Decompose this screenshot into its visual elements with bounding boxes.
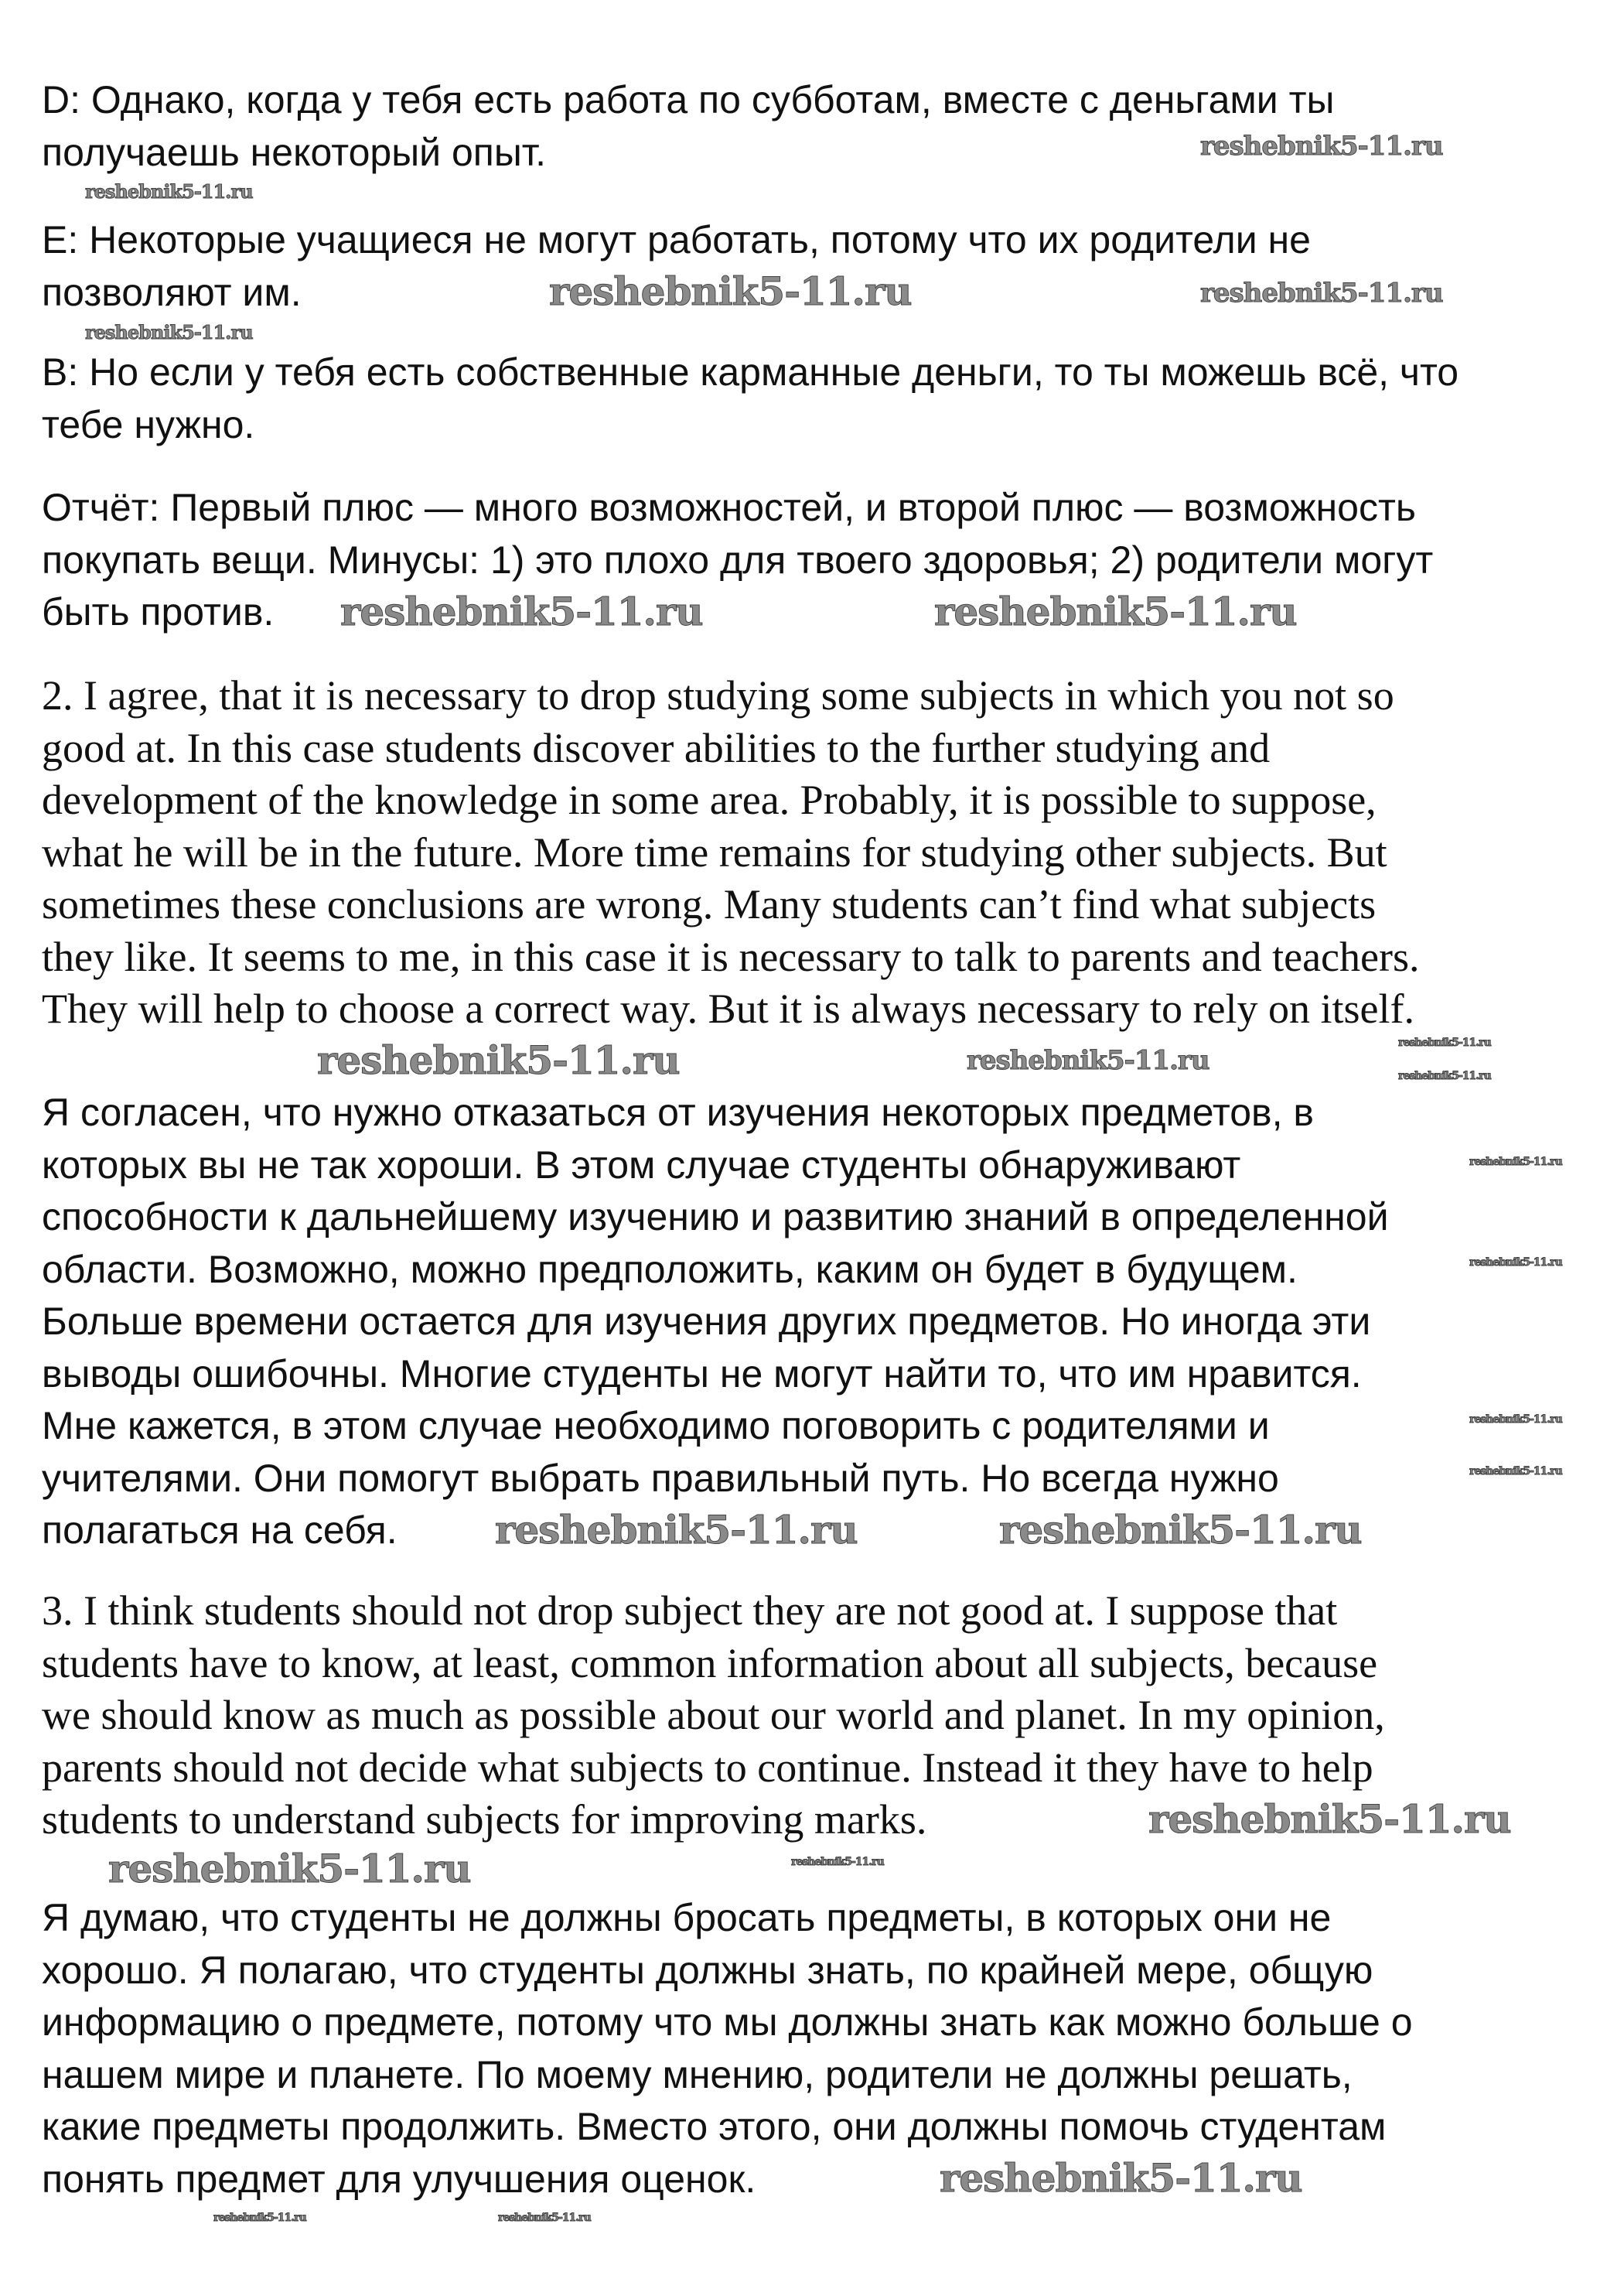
text-line: sometimes these conclusions are wrong. Many students can’t find what subjects (42, 881, 1377, 927)
watermark: reshebnik5-11.ru (85, 321, 253, 343)
watermark: reshebnik5-11.ru (1469, 1256, 1562, 1269)
watermark: reshebnik5-11.ru (1200, 278, 1443, 309)
text-line: способности к дальнейшему изучению и развитию знаний в определенной (42, 1195, 1389, 1238)
text-line: Отчёт: Первый плюс — много возможностей, и второй плюс — возможность (42, 486, 1416, 529)
text-line: parents should not decide what subjects to continue. Instead it they have to help (42, 1744, 1373, 1791)
text-line: students to understand subjects for improving marks. (42, 1796, 927, 1843)
text-line: хорошо. Я полагаю, что студенты должны знать, по крайней мере, общую (42, 1948, 1373, 1992)
text-line: какие предметы продолжить. Вместо этого, они должны помочь студентам (42, 2105, 1387, 2148)
text-line: получаешь некоторый опыт. (42, 130, 547, 174)
text-line: быть против. (42, 590, 275, 634)
text-line: позволяют им. (42, 270, 302, 314)
text-line: тебе нужно. (42, 402, 255, 446)
watermark: reshebnik5-11.ru (1469, 1413, 1562, 1426)
watermark: reshebnik5-11.ru (498, 2212, 591, 2224)
watermark: reshebnik5-11.ru (1469, 1156, 1562, 1168)
text-line: покупать вещи. Минусы: 1) это плохо для твоего здоровья; 2) родители могут (42, 538, 1434, 582)
watermark: reshebnik5-11.ru (1469, 1465, 1562, 1477)
watermark: reshebnik5-11.ru (1148, 1796, 1511, 1842)
text-line: B: Но если у тебя есть собственные карманные деньги, то ты можешь всё, что (42, 350, 1459, 394)
watermark: reshebnik5-11.ru (791, 1856, 884, 1868)
text-line: нашем мире и планете. По моему мнению, родители не должны решать, (42, 2052, 1353, 2096)
text-line: Больше времени остается для изучения других предметов. Но иногда эти (42, 1300, 1371, 1343)
text-line: D: Однако, когда у тебя есть работа по субботам, вместе с деньгами ты (42, 78, 1335, 121)
watermark: reshebnik5-11.ru (967, 1045, 1209, 1076)
text-line: учителями. Они помогут выбрать правильный путь. Но всегда нужно (42, 1456, 1279, 1500)
text-line: students have to know, at least, common information about all subjects, because (42, 1639, 1378, 1686)
text-line: Я согласен, что нужно отказаться от изучения некоторых предметов, в (42, 1091, 1314, 1134)
text-line: they like. It seems to me, in this case it is necessary to talk to parents and teachers. (42, 933, 1420, 980)
text-line: good at. In this case students discover abilities to the further studying and (42, 724, 1271, 771)
watermark: reshebnik5-11.ru (108, 1846, 471, 1891)
text-line: we should know as much as possible about our world and planet. In my opinion, (42, 1692, 1385, 1738)
watermark: reshebnik5-11.ru (340, 589, 703, 634)
watermark: reshebnik5-11.ru (1398, 1037, 1491, 1049)
text-line: They will help to choose a correct way. But it is always necessary to rely on itself. (42, 986, 1414, 1032)
watermark: reshebnik5-11.ru (213, 2212, 306, 2224)
text-line: выводы ошибочны. Многие студенты не могут найти то, что им нравится. (42, 1351, 1362, 1396)
text-line: которых вы не так хороши. В этом случае студенты обнаруживают (42, 1143, 1241, 1187)
watermark: reshebnik5-11.ru (940, 2155, 1302, 2201)
text-line: what he will be in the future. More time remains for studying other subjects. But (42, 828, 1387, 876)
text-line: 2. I agree, that it is necessary to drop studying some subjects in which you not so (42, 672, 1394, 719)
watermark: reshebnik5-11.ru (85, 180, 253, 203)
text-line: информацию о предмете, потому что мы должны знать как можно больше о (42, 2000, 1413, 2044)
watermark: reshebnik5-11.ru (934, 589, 1297, 634)
text-line: Мне кажется, в этом случае необходимо поговорить с родителями и (42, 1404, 1270, 1447)
watermark: reshebnik5-11.ru (495, 1507, 858, 1553)
watermark: reshebnik5-11.ru (1398, 1070, 1491, 1082)
text-line: Я думаю, что студенты не должны бросать предметы, в которых они не (42, 1896, 1332, 1939)
text-line: полагаться на себя. (42, 1508, 397, 1552)
watermark: reshebnik5-11.ru (1200, 131, 1443, 162)
text-line: понять предмет для улучшения оценок. (42, 2157, 756, 2201)
watermark: reshebnik5-11.ru (999, 1507, 1362, 1553)
text-line: 3. I think students should not drop subject they are not good at. I suppose that (42, 1587, 1338, 1634)
text-line: E: Некоторые учащиеся не могут работать, потому что их родители не (42, 218, 1311, 261)
watermark: reshebnik5-11.ru (549, 268, 912, 314)
watermark: reshebnik5-11.ru (317, 1037, 680, 1083)
text-line: области. Возможно, можно предположить, каким он будет в будущем. (42, 1247, 1298, 1291)
text-line: development of the knowledge in some area. Probably, it is possible to suppose, (42, 777, 1377, 823)
